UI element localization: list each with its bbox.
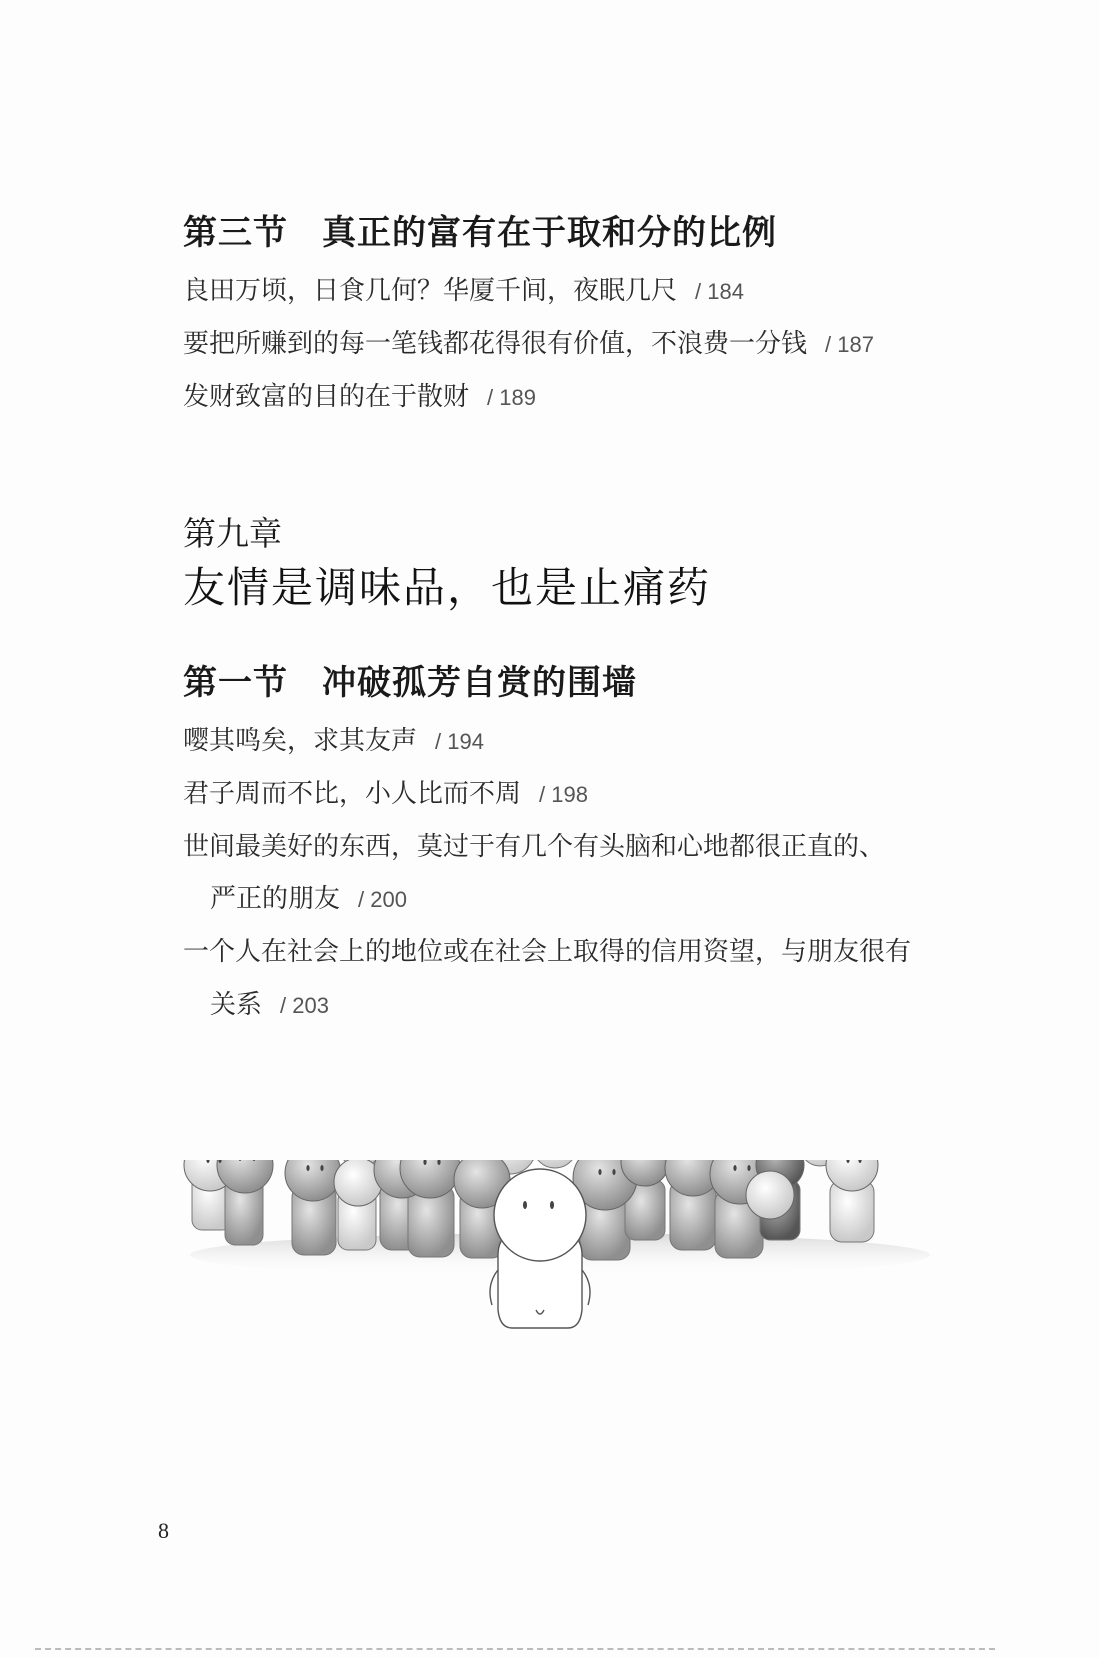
toc-entry[interactable] bbox=[183, 826, 885, 863]
toc-entry-continued[interactable] bbox=[210, 878, 407, 915]
toc-entry-page: / 187 bbox=[825, 332, 874, 357]
section-title: 真正的富有在于取和分的比例 bbox=[322, 213, 777, 253]
toc-entry-page: / 184 bbox=[695, 279, 744, 304]
toc-entry-text: 世间最美好的东西，莫过于有几个有头脑和心地都很正直的、 bbox=[183, 832, 886, 862]
page-number: 8 bbox=[158, 1518, 169, 1543]
section-label: 第三节 bbox=[183, 213, 288, 253]
toc-entry-text: 要把所赚到的每一笔钱都花得很有价值，不浪费一分钱 bbox=[183, 329, 808, 359]
chapter-title: 友情是调味品，也是止痛药 bbox=[183, 563, 712, 612]
section-heading bbox=[183, 205, 777, 254]
chapter-label: 第九章 bbox=[183, 514, 282, 553]
crowd-illustration bbox=[180, 1160, 940, 1390]
toc-entry-page: / 200 bbox=[358, 887, 407, 912]
toc-entry[interactable] bbox=[183, 270, 744, 307]
toc-entry[interactable] bbox=[183, 376, 536, 413]
toc-entry-page: / 203 bbox=[280, 993, 329, 1018]
toc-entry-page: / 189 bbox=[487, 385, 536, 410]
toc-entry-text: 严正的朋友 bbox=[210, 884, 341, 914]
toc-entry-page: / 194 bbox=[435, 729, 484, 754]
toc-entry-text: 关系 bbox=[210, 990, 263, 1020]
section-heading bbox=[183, 655, 637, 704]
toc-entry-text: 发财致富的目的在于散财 bbox=[183, 382, 470, 412]
toc-entry[interactable] bbox=[183, 323, 874, 360]
toc-entry[interactable] bbox=[183, 773, 588, 810]
toc-entry[interactable] bbox=[183, 931, 911, 968]
toc-entry-text: 嘤其鸣矣，求其友声 bbox=[183, 726, 418, 756]
toc-entry-text: 一个人在社会上的地位或在社会上取得的信用资望，与朋友很有 bbox=[183, 937, 912, 967]
toc-entry-continued[interactable] bbox=[210, 984, 329, 1021]
toc-entry-text: 君子周而不比，小人比而不周 bbox=[183, 779, 522, 809]
toc-entry-page: / 198 bbox=[539, 782, 588, 807]
toc-entry[interactable] bbox=[183, 720, 484, 757]
toc-entry-text: 良田万顷，日食几何？华厦千间，夜眠几尺 bbox=[183, 276, 678, 306]
page-edge-rule bbox=[35, 1648, 995, 1650]
section-label: 第一节 bbox=[183, 663, 288, 703]
section-title: 冲破孤芳自赏的围墙 bbox=[322, 663, 637, 703]
